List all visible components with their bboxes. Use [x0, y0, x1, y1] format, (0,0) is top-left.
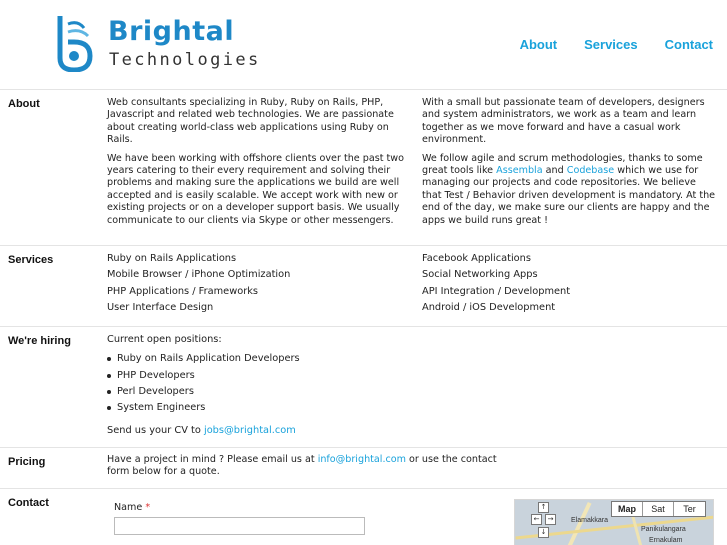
- contact-heading: Contact: [8, 497, 49, 509]
- name-input[interactable]: [114, 517, 365, 535]
- service-item: Ruby on Rails Applications: [107, 253, 237, 264]
- location-map[interactable]: [514, 499, 714, 545]
- about-paragraph-4: [422, 153, 718, 227]
- nav-contact-link[interactable]: Contact: [664, 37, 713, 52]
- pricing-text: [107, 454, 502, 479]
- map-type-satellite-button[interactable]: Sat: [643, 502, 674, 516]
- pricing-content: [107, 454, 502, 479]
- service-item: Android / iOS Development: [422, 301, 556, 313]
- hiring-heading: We're hiring: [8, 335, 71, 347]
- brand-subtitle: Technologies: [109, 50, 261, 70]
- map-place-label: Panikulangara: [641, 526, 686, 533]
- map-place-label: Elamakkara: [571, 517, 608, 524]
- about-p4-text-start: We follow agile and scrum methodologies, thanks to some great tools like: [422, 152, 703, 177]
- brand-name: Brightal: [108, 16, 235, 47]
- map-pan-controls: [525, 502, 561, 542]
- position-item: PHP Developers: [107, 368, 427, 384]
- service-item: User Interface Design: [107, 301, 214, 313]
- services-left-list: [107, 251, 412, 316]
- map-type-switcher: [611, 501, 706, 517]
- position-item: Ruby on Rails Application Developers: [107, 351, 427, 367]
- brightal-logo-icon: [52, 14, 96, 72]
- open-positions-list: [107, 351, 427, 416]
- about-paragraph-2: We have been working with offshore clients over the past two years catering to their every requirement and solving their problems and making sure the applications we build are well accepted and is easily scalable. We accept work with new or existing projects or on a developer support basis. We usually communicate to our clients via Skype or other messengers.: [107, 152, 404, 226]
- service-item: API Integration / Development: [422, 285, 571, 297]
- map-place-label: Ernakulam: [649, 537, 683, 544]
- required-marker: *: [145, 502, 151, 513]
- map-type-terrain-button[interactable]: Ter: [683, 504, 696, 514]
- service-item: Mobile Browser / iPhone Optimization: [107, 269, 291, 281]
- service-item: Facebook Applications: [422, 253, 531, 264]
- position-item: Perl Developers: [107, 384, 427, 400]
- about-p4-text-end: which we use for managing our projects and code repositories. We believe that Test / Behavior driven development is mandatory. At the end of the day, we make sure our clients are happy and the apps we build runs great !: [422, 165, 716, 226]
- jobs-email-link[interactable]: jobs@brightal.com: [203, 425, 296, 437]
- about-paragraph-3: With a small but passionate team of developers, designers and system administrators, we work as a team and learn together as we move forward and have a casual work environment.: [422, 97, 705, 146]
- cv-line: [107, 423, 427, 439]
- pricing-section: [0, 447, 727, 488]
- pricing-text-end: or use the contact form below for a quote.: [107, 454, 497, 478]
- name-label-text: Name: [114, 502, 143, 513]
- services-heading: Services: [8, 254, 54, 266]
- service-item: PHP Applications / Frameworks: [107, 285, 259, 297]
- cv-text: Send us your CV to: [107, 425, 204, 437]
- position-item: System Engineers: [107, 400, 427, 416]
- pan-left-icon[interactable]: ←: [531, 514, 542, 525]
- hiring-content: [107, 332, 427, 440]
- pricing-heading: Pricing: [8, 456, 46, 468]
- pan-up-icon[interactable]: ↑: [538, 502, 549, 513]
- services-right-list: [422, 251, 718, 316]
- main-nav: [520, 37, 713, 52]
- services-section: [0, 245, 727, 326]
- nav-about-link[interactable]: About: [519, 37, 558, 52]
- nav-services-link[interactable]: Services: [584, 37, 638, 52]
- about-right-column: [422, 97, 718, 227]
- name-field-label: [114, 502, 150, 513]
- about-left-column: [107, 97, 412, 227]
- about-p4-text-mid: and: [542, 165, 567, 177]
- assembla-link[interactable]: Assembla: [496, 165, 543, 177]
- pan-right-icon[interactable]: →: [545, 514, 556, 525]
- contact-section: [0, 488, 727, 545]
- about-heading: About: [8, 98, 40, 110]
- hiring-intro: Current open positions:: [107, 334, 222, 345]
- pricing-text-start: Have a project in mind ? Please email us at: [107, 454, 318, 465]
- pan-down-icon[interactable]: ↓: [538, 527, 549, 538]
- about-paragraph-1: Web consultants specializing in Ruby, Ruby on Rails, PHP, Javascript and related web technologies. We are passionate about creating world-class web applications using Ruby on Rails.: [107, 97, 394, 146]
- brand-logo[interactable]: [52, 14, 272, 74]
- map-type-map-button[interactable]: Map: [612, 502, 643, 516]
- hiring-section: [0, 326, 727, 447]
- codebase-link[interactable]: Codebase: [566, 165, 615, 177]
- site-header: [0, 0, 727, 90]
- service-item: Social Networking Apps: [422, 269, 538, 281]
- info-email-link[interactable]: info@brightal.com: [317, 454, 406, 465]
- about-section: [0, 89, 727, 245]
